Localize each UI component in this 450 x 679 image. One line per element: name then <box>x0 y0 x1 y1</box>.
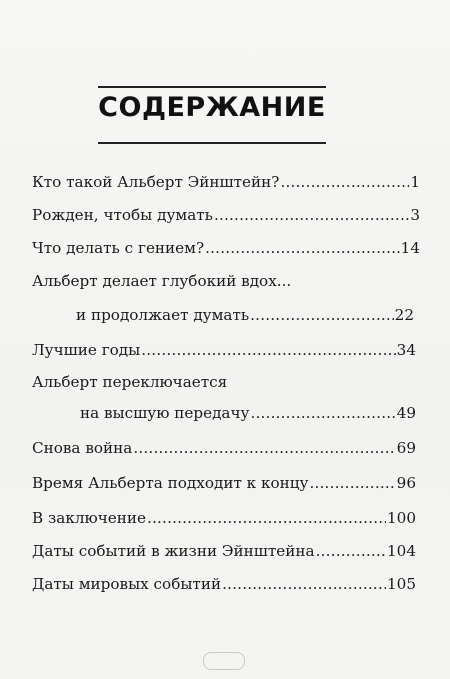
toc-entry-title: В заключение <box>32 509 146 527</box>
toc-entry-title-line: Альберт переключается <box>32 373 228 391</box>
toc-entry-page: 22 <box>394 306 414 324</box>
leader-dots <box>147 508 386 528</box>
toc-entry-page: 105 <box>387 575 416 593</box>
toc-entry-page: 104 <box>387 542 416 560</box>
toc-entry-page: 96 <box>396 474 416 492</box>
leader-dots <box>133 438 395 458</box>
toc-entry <box>76 305 414 325</box>
toc-entry-title: Рожден, чтобы думать <box>32 206 213 224</box>
leader-dots <box>205 238 400 258</box>
leader-dots <box>280 172 409 192</box>
leader-dots <box>316 541 386 561</box>
leader-dots <box>250 403 395 423</box>
toc-entry <box>32 172 420 192</box>
toc-entry-title: на высшую передачу <box>80 404 250 422</box>
toc-entry-title: Снова война <box>32 439 133 457</box>
toc-entry-title: Время Альберта подходит к концу <box>32 474 309 492</box>
toc-entry-page: 49 <box>396 404 416 422</box>
toc-entry <box>32 238 420 258</box>
toc-entry-page: 1 <box>410 173 420 191</box>
toc-entry-page: 34 <box>396 341 416 359</box>
leader-dots <box>214 205 409 225</box>
toc-entry-page: 14 <box>400 239 420 257</box>
toc-entry-title: Лучшие годы <box>32 341 141 359</box>
toc-entry-title-line: Альберт делает глубокий вдох... <box>32 272 292 290</box>
toc-entry-page: 100 <box>387 509 416 527</box>
toc-entry-title: Даты мировых событий <box>32 575 222 593</box>
page-number-badge <box>203 652 245 670</box>
toc-entry-title: и продолжает думать <box>76 306 250 324</box>
leader-dots <box>141 340 395 360</box>
toc-entry-title: Что делать с гением? <box>32 239 205 257</box>
toc-entry <box>32 574 416 594</box>
toc-entry-title: Кто такой Альберт Эйнштейн? <box>32 173 280 191</box>
toc-entry <box>32 508 416 528</box>
toc-entry-page: 69 <box>396 439 416 457</box>
toc-entry <box>80 403 416 423</box>
leader-dots <box>222 574 386 594</box>
leader-dots <box>309 473 395 493</box>
page-title: СОДЕРЖАНИЕ <box>98 92 326 123</box>
toc-entry <box>32 340 416 360</box>
toc-entry <box>32 473 416 493</box>
toc-entry <box>32 541 416 561</box>
toc-entry <box>32 205 420 225</box>
toc-entry-title: Даты событий в жизни Эйнштейна <box>32 542 315 560</box>
leader-dots <box>250 305 394 325</box>
toc-entry <box>32 438 416 458</box>
toc-entry-page: 3 <box>410 206 420 224</box>
